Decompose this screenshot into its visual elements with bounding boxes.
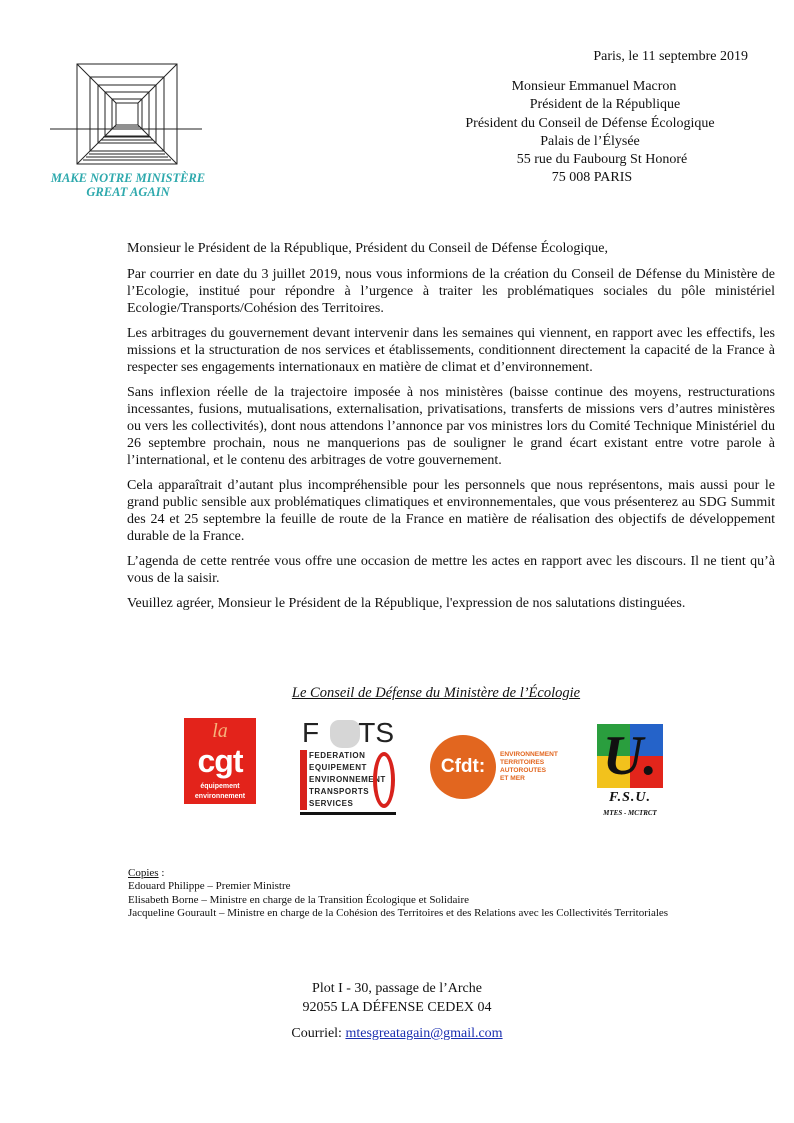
fets-row: SERVICES — [309, 799, 354, 808]
cfdt-name: Cfdt: — [440, 756, 486, 777]
fets-underline — [300, 812, 396, 815]
email-label: Courriel: — [291, 1026, 346, 1041]
logo-tagline-line1: MAKE NOTRE MINISTÈRE — [50, 171, 206, 185]
cgt-name: cgt — [197, 743, 243, 779]
cfdt-line: ET MER — [500, 775, 525, 782]
salutation: Monsieur le Président de la République, Président du Conseil de Défense Écologique, — [127, 241, 608, 256]
copy-recipient: Elisabeth Borne – Ministre en charge de la Transition Écologique et Solidaire — [128, 893, 470, 906]
fets-row: ENVIRONNEMENT — [309, 775, 386, 784]
copies-section — [128, 867, 668, 920]
recipient-line: Monsieur Emmanuel Macron — [511, 79, 677, 94]
copies-heading — [128, 867, 668, 880]
fets-row: FEDERATION — [309, 751, 366, 760]
fets-name-right: TS — [358, 717, 394, 748]
paragraph: Cela apparaîtrait d’autant plus incompréhensible pour les personnels que nous représentons, mais aussi pour le grand public sensible aux problématiques climatiques et environnementales, que vous présenterez au SDG Summit des 24 et 25 septembre la feuille de route de la France en matière de réalisation des objectifs de développement durable de la France. — [127, 478, 775, 544]
paragraph: Par courrier en date du 3 juillet 2019, nous vous informions de la création du Conseil de Défense du Ministère de l’Ecologie, institué pour répondre à l’urgence à traiter les problématiques sociales du pôle ministériel Ecologie/Transports/Cohésion des Territoires. — [127, 267, 775, 316]
cgt-script: la — [212, 720, 228, 742]
cfdt-logo — [430, 735, 570, 799]
letter-date: Paris, le 11 septembre 2019 — [593, 49, 748, 64]
fets-fo-logo — [300, 718, 396, 816]
header-logo — [50, 63, 206, 197]
fo-ring-icon — [373, 752, 395, 808]
copies-title: Copies — [128, 867, 159, 879]
cfdt-line: ENVIRONNEMENT — [500, 751, 558, 758]
nested-squares-logo-icon — [50, 63, 206, 167]
recipient-line: Président du Conseil de Défense Écologique — [465, 115, 715, 131]
fets-red-stripe — [300, 750, 307, 810]
fsu-logo — [592, 724, 668, 820]
fets-row: TRANSPORTS — [309, 787, 370, 796]
fets-letter-grid — [309, 750, 386, 810]
cfdt-line: TERRITOIRES — [500, 759, 545, 766]
logo-tagline-line2: GREAT AGAIN — [86, 185, 170, 199]
copies-title-suffix: : — [158, 867, 165, 879]
cgt-sub2: environnement — [194, 793, 246, 800]
fsu-name: F.S.U. — [609, 790, 651, 805]
footer — [0, 980, 794, 1044]
copy-recipient: Edouard Philippe – Premier Ministre — [128, 880, 291, 893]
copy-recipient: Jacqueline Gourault – Ministre en charge de la Cohésion des Territoires et des Relations avec les Collectivités Territoriales — [128, 906, 669, 919]
paragraph: Sans inflexion réelle de la trajectoire imposée à nos ministères (baisse continue des moyens, restructurations incessantes, fusions, mutualisations, externalisation, privatisations, transferts de missions vers d’autres ministères ou vers les collectivités), dont nous attendons l’annonce par vos ministres lors du Comité Technique Ministériel du 26 septembre prochain, nous ne manquerions pas de souligner le grand écart existant entre votre parole à l’international, et le contenu des arbitrages de votre gouvernement. — [127, 385, 775, 468]
signature-title: Le Conseil de Défense du Ministère de l’Écologie — [291, 685, 581, 701]
email-link[interactable]: mtesgreatagain@gmail.com — [345, 1026, 503, 1041]
footer-address-line2: 92055 LA DÉFENSE CEDEX 04 — [302, 999, 492, 1015]
recipient-line: 75 008 PARIS — [551, 170, 633, 186]
footer-address-line1: Plot I - 30, passage de l’Arche — [312, 981, 482, 996]
fets-row: EQUIPEMENT — [309, 763, 367, 772]
fsu-letter: U. — [602, 725, 658, 787]
recipient-line: Palais de l’Élysée — [540, 133, 640, 149]
closing: Veuillez agréer, Monsieur le Président de la République, l'expression de nos salutations distinguées. — [127, 596, 686, 611]
paragraph: Les arbitrages du gouvernement devant intervenir dans les semaines qui viennent, en rapport avec les effectifs, les missions et la structuration de nos services et établissements, conditionnent directement la capacité de la France à respecter ses engagements internationaux en matière de climat et d’environnement. — [127, 326, 775, 375]
cgt-sub1: équipement — [200, 783, 240, 790]
paragraph: L’agenda de cette rentrée vous offre une occasion de mettre les actes en rapport avec les discours. Il ne tient qu’à vous de la saisir. — [127, 554, 775, 586]
cfdt-line: AUTOROUTES — [500, 767, 547, 774]
letter-body — [127, 240, 775, 620]
fets-name — [300, 718, 396, 748]
cgt-logo — [184, 718, 256, 804]
recipient-address — [440, 78, 740, 188]
footer-email-row — [0, 1025, 794, 1044]
fsu-sub: MTES - MCTRCT — [603, 809, 657, 817]
recipient-line: 55 rue du Faubourg St Honoré — [516, 152, 688, 168]
fets-name-left: F — [302, 717, 320, 748]
recipient-line: Président de la République — [529, 97, 681, 113]
